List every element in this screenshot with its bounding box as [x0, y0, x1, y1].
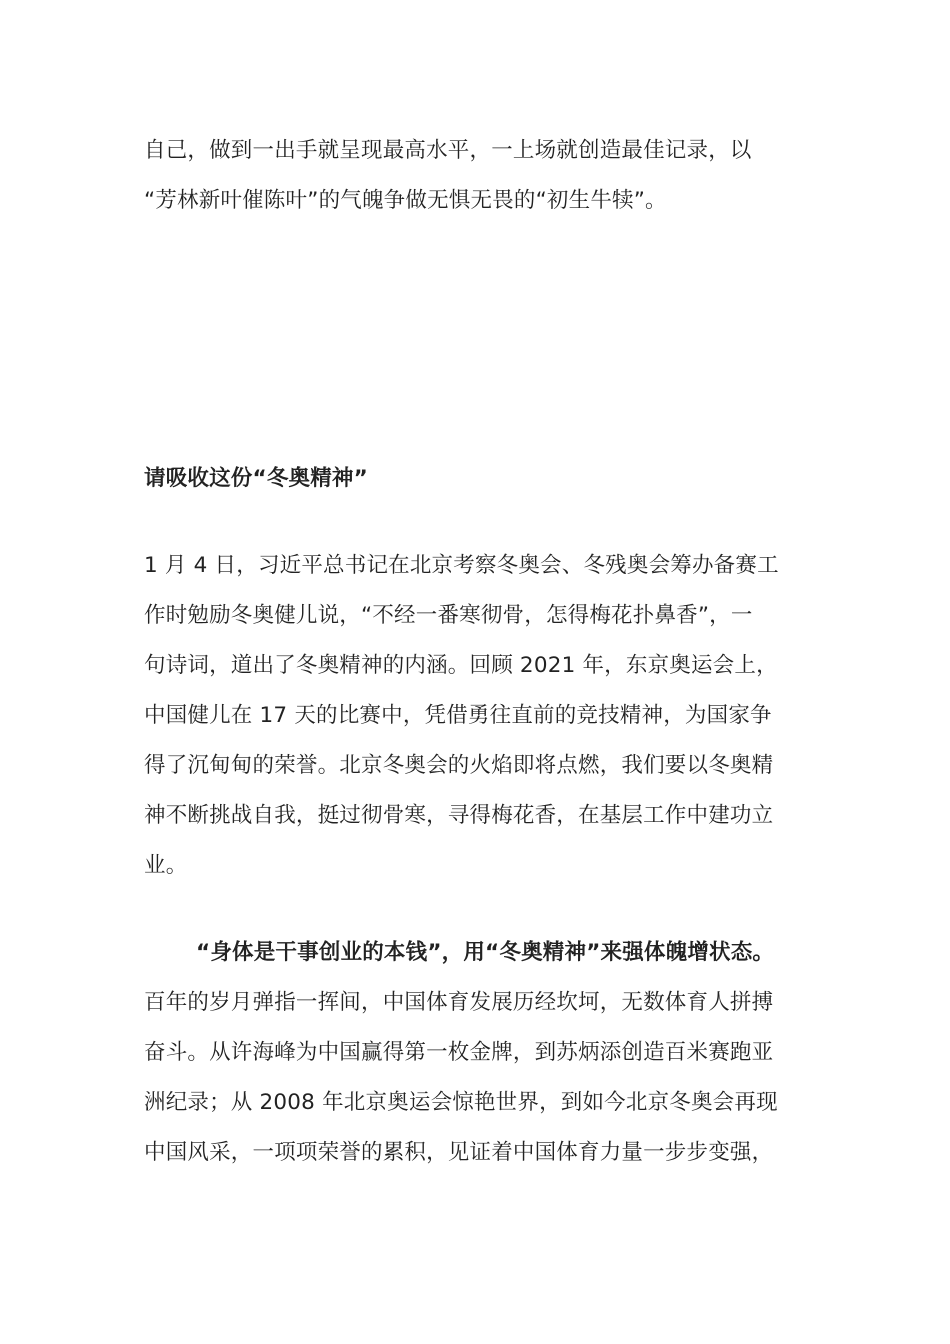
text-line: 1 月 4 日，习近平总书记在北京考察冬奥会、冬残奥会筹办备赛工	[144, 553, 779, 578]
text-line: 奋斗。从许海峰为中国赢得第一枚金牌，到苏炳添创造百米赛跑亚	[144, 1040, 774, 1065]
text-line: 自己，做到一出手就呈现最高水平，一上场就创造最佳记录，以	[144, 138, 752, 163]
text-line: 中国风采，一项项荣誉的累积，见证着中国体育力量一步步变强，	[144, 1140, 774, 1165]
section-heading: 请吸收这份“冬奥精神”	[144, 466, 368, 491]
text-line: 得了沉甸甸的荣誉。北京冬奥会的火焰即将点燃，我们要以冬奥精	[144, 753, 774, 778]
text-line: “芳林新叶催陈叶”的气魄争做无惧无畏的“初生牛犊”。	[144, 188, 667, 213]
text-line: 作时勉励冬奥健儿说，“不经一番寒彻骨，怎得梅花扑鼻香”，一	[144, 603, 753, 628]
text-line: 百年的岁月弹指一挥间，中国体育发展历经坎坷，无数体育人拼搏	[144, 990, 774, 1015]
paragraph-lead: “身体是干事创业的本钱”，用“冬奥精神”来强体魄增状态。	[196, 940, 775, 965]
text-line: 业。	[144, 853, 188, 878]
text-line: 中国健儿在 17 天的比赛中，凭借勇往直前的竞技精神，为国家争	[144, 703, 772, 728]
text-line: 句诗词，道出了冬奥精神的内涵。回顾 2021 年，东京奥运会上，	[144, 653, 778, 678]
text-line: 洲纪录；从 2008 年北京奥运会惊艳世界，到如今北京冬奥会再现	[144, 1090, 778, 1115]
text-line: 神不断挑战自我，挺过彻骨寒，寻得梅花香，在基层工作中建功立	[144, 803, 774, 828]
